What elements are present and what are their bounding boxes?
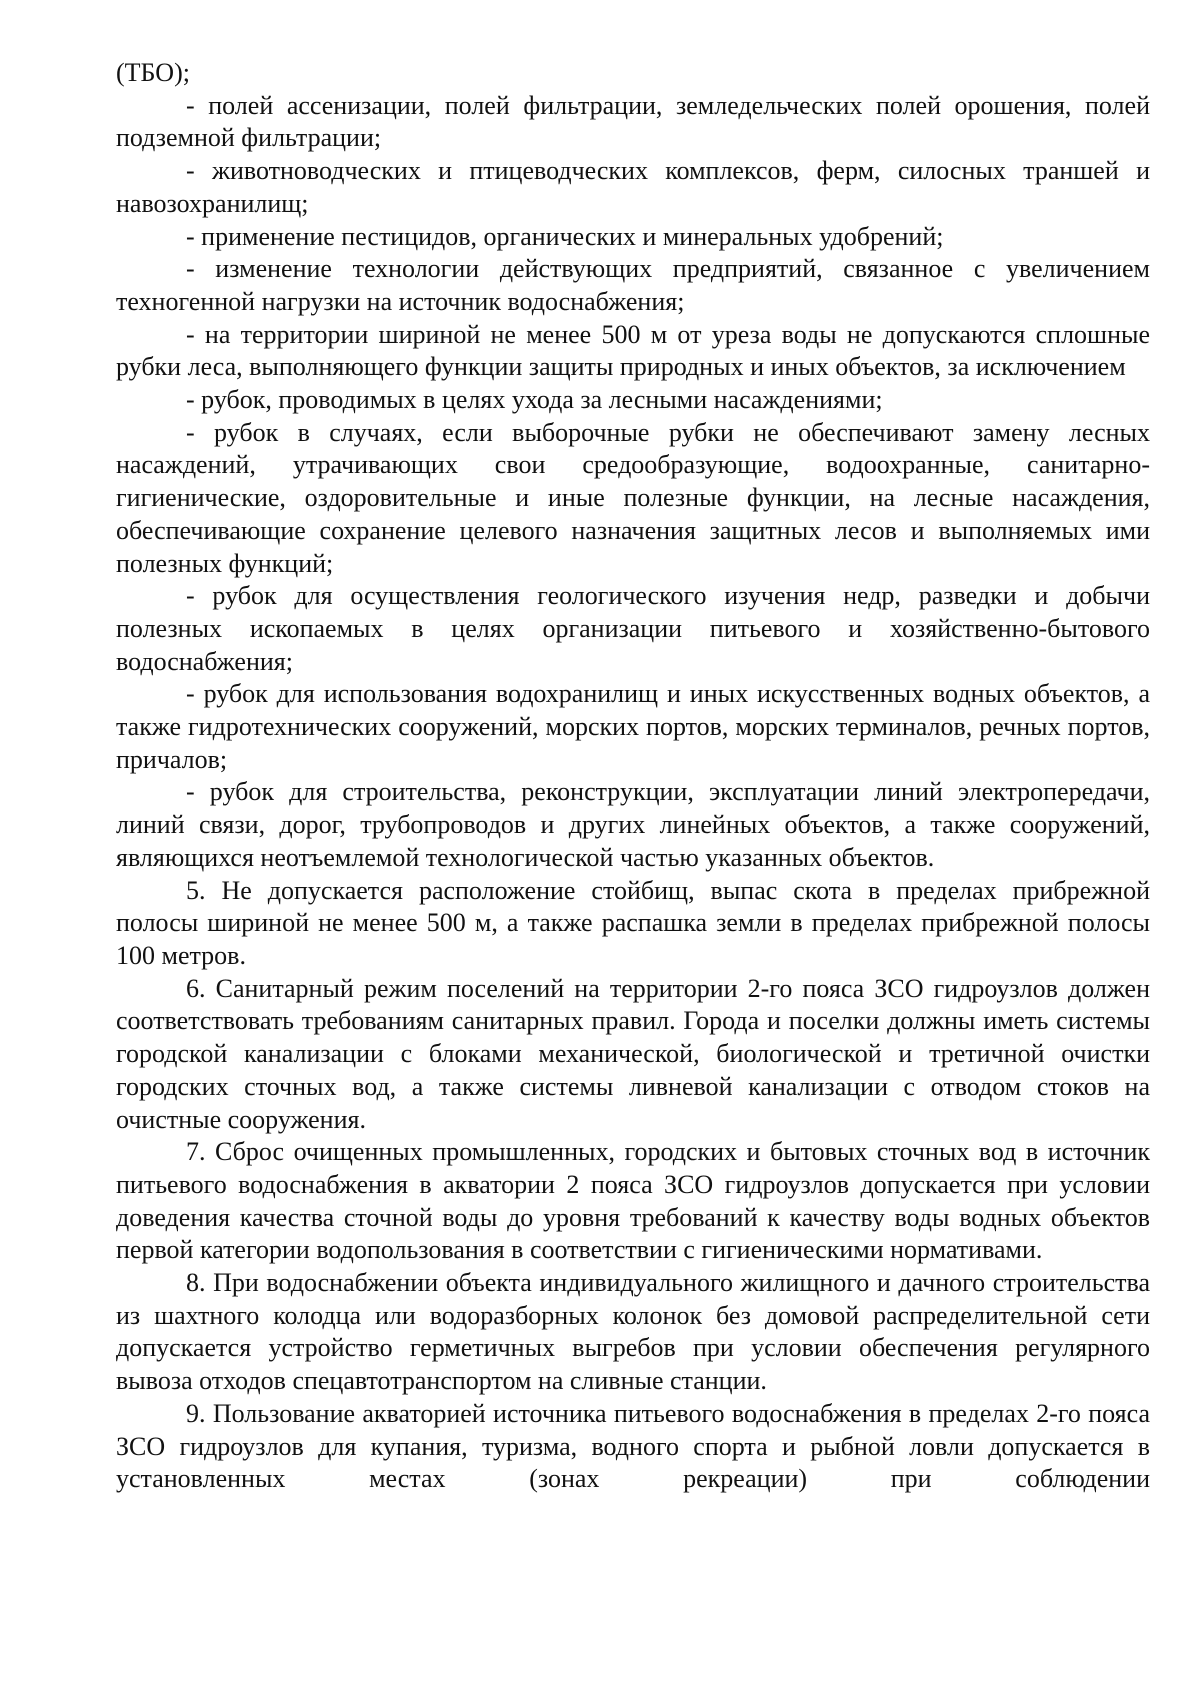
list-item-reservoir-cutting: - рубок для использования водохранилищ и иных искусственных водных объектов, а также гидротехнических сооружений, морских портов, морских терминалов, речных портов, причалов; (116, 679, 1150, 774)
numbered-paragraph-8: 8. При водоснабжении объекта индивидуального жилищного и дачного строительства из шахтного колодца или водоразборных колонок без домовой распределительной сети допускается устройство герметичных выгребов при условии обеспечения регулярного вывоза отходов спецавтотранспортом на сливные станции. (116, 1268, 1150, 1396)
numbered-paragraph-6: 6. Санитарный режим поселений на территории 2-го пояса ЗСО гидроузлов должен соответствовать требованиям санитарных правил. Города и поселки должны иметь системы городской канализации с блоками механической, биологической и третичной очистки городских сточных вод, а также системы ливневой канализации с отводом стоков на очистные сооружения. (116, 973, 1150, 1134)
numbered-paragraph-7: 7. Сброс очищенных промышленных, городских и бытовых сточных вод в источник питьевого водоснабжения в акватории 2 пояса ЗСО гидроузлов допускается при условии доведения качества сточной воды до уровня требований к качеству воды водных объектов первой категории водопользования в соответствии с гигиеническими нормативами. (116, 1137, 1150, 1265)
list-item-assenization-fields: - полей ассенизации, полей фильтрации, земледельческих полей орошения, полей подземной фильтрации; (116, 90, 1150, 153)
paragraph-tbo-continuation: (ТБО); (116, 58, 190, 87)
list-item-forest-clearcut: - на территории шириной не менее 500 м от уреза воды не допускаются сплошные рубки леса, выполняющего функции защиты природных и иных объектов, за исключением (116, 319, 1150, 382)
list-item-livestock-complexes: - животноводческих и птицеводческих комплексов, ферм, силосных траншей и навозохранилищ; (116, 156, 1150, 218)
numbered-paragraph-5: 5. Не допускается расположение стойбищ, выпас скота в пределах прибрежной полосы шириной не менее 500 м, а также распашка земли в пределах прибрежной полосы 100 метров. (116, 875, 1150, 970)
list-item-pesticides: - применение пестицидов, органических и минеральных удобрений; (186, 221, 944, 251)
list-item-selective-cutting: - рубок в случаях, если выборочные рубки не обеспечивают замену лесных насаждений, утрачивающих свои средообразующие, водоохранные, санитарно-гигиенические, оздоровительные и иные полезные функции, на лесные насаждения, обеспечивающие сохранение целевого назначения защитных лесов и выполняемых ими полезных функций; (116, 417, 1150, 578)
document-body (116, 57, 1150, 1496)
list-item-construction-cutting: - рубок для строительства, реконструкции, эксплуатации линий электропередачи, линий связи, дорог, трубопроводов и других линейных объектов, а также сооружений, являющихся неотъемлемой технологической частью указанных объектов. (116, 777, 1150, 872)
list-item-care-cutting: - рубок, проводимых в целях ухода за лесными насаждениями; (186, 385, 883, 415)
list-item-geological-cutting: - рубок для осуществления геологического изучения недр, разведки и добычи полезных ископаемых в целях организации питьевого и хозяйственно-бытового водоснабжения; (116, 581, 1150, 676)
numbered-paragraph-9: 9. Пользование акваторией источника питьевого водоснабжения в пределах 2-го пояса ЗСО гидроузлов для купания, туризма, водного спорта и рыбной ловли допускается в установленных местах (зонах рекреации) при соблюдении (116, 1398, 1150, 1494)
list-item-technology-change: - изменение технологии действующих предприятий, связанное с увеличением техногенной нагрузки на источник водоснабжения; (116, 254, 1150, 316)
